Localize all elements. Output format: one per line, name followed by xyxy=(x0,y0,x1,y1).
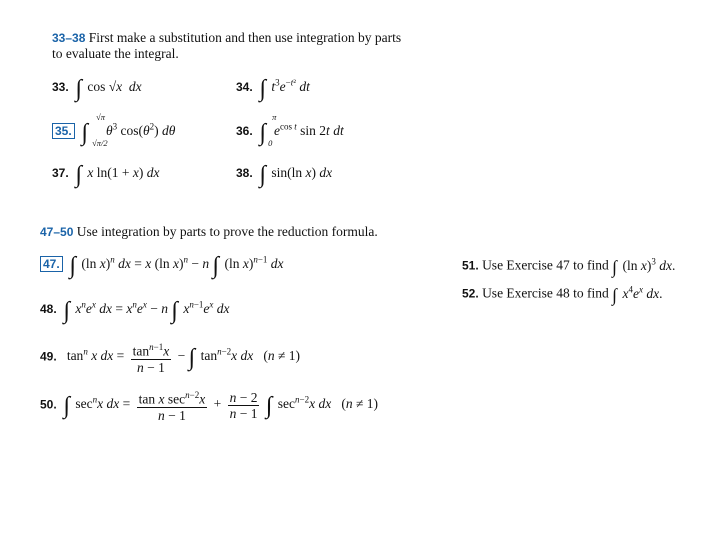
problem-number: 48. xyxy=(40,302,57,316)
problem-number: 47. xyxy=(40,256,63,272)
problem-number: 33. xyxy=(52,80,69,94)
problem-expression: ∫ $x^4e^x$ dx. xyxy=(612,284,663,305)
lower-limit: √π/2 xyxy=(92,138,108,148)
problem-50 xyxy=(40,388,378,423)
problem-text: Use Exercise 47 to find xyxy=(482,257,609,273)
problem-number: 51. xyxy=(462,258,479,273)
problem-number: 36. xyxy=(236,124,253,138)
problem-number: 52. xyxy=(462,286,479,301)
problem-number: 35. xyxy=(52,123,75,139)
section-heading-33-38 xyxy=(52,30,401,46)
problem-expression: ∫ (ln x)$^n$ dx = x (ln x)$^n$ − n ∫ (ln x)$^{n-1}$ dx xyxy=(69,253,284,279)
section-range: 33–38 xyxy=(52,31,86,45)
problem-expression: ∫ cos √x dx xyxy=(75,76,142,102)
problem-text: Use Exercise 48 to find xyxy=(482,285,609,301)
problem-expression: ∫ $\sec^nx$ dx = $\frac{\tan x \sec^{n-2}x}{n - 1}$ + $\frac{n - 2}{n - 1}$ ∫ $\sec^{n-2}x$ dx (n ≠ 1) xyxy=(63,389,378,423)
problem-51 xyxy=(462,256,675,278)
problem-expression: ∫ (ln x)$^3$ dx. xyxy=(612,256,676,277)
upper-limit: √π xyxy=(96,112,105,122)
problem-33 xyxy=(52,76,142,103)
problem-number: 38. xyxy=(236,166,253,180)
problem-48 xyxy=(40,298,230,325)
section-instruction: Use integration by parts to prove the reduction formula. xyxy=(76,224,378,239)
problem-number: 49. xyxy=(40,349,57,364)
problem-expression: $\tan^n x$ dx = $\frac{\tan^{n-1}x}{n - 1}$ − ∫ $\tan^{n-2}x$ dx (n ≠ 1) xyxy=(60,342,301,375)
section-heading-47-50 xyxy=(40,224,378,240)
lower-limit: 0 xyxy=(268,138,273,148)
problem-expression: ∫ sin(ln x) dx xyxy=(259,162,333,188)
problem-number: 50. xyxy=(40,397,57,412)
section-instruction-line1: First make a substitution and then use integration by parts xyxy=(88,30,402,45)
problem-number: 34. xyxy=(236,80,253,94)
problem-38 xyxy=(236,162,332,189)
problem-36 xyxy=(236,112,344,148)
problem-49 xyxy=(40,340,300,375)
section-range: 47–50 xyxy=(40,225,74,239)
section-instruction-line2: to evaluate the integral. xyxy=(52,46,179,61)
problem-34 xyxy=(236,76,310,103)
problem-47 xyxy=(40,253,284,280)
problem-expression: ∫ $x^ne^x$ dx = $x^ne^x - n$ ∫ $x^{n-1}e^x$ dx xyxy=(63,298,230,324)
problem-expression: ∫ $\theta^3$ $\cos(\theta^2)$ dθ √π √π/2 xyxy=(81,112,176,148)
problem-37 xyxy=(52,162,160,189)
problem-number: 37. xyxy=(52,166,69,180)
problem-52 xyxy=(462,284,662,306)
problem-expression: ∫ $e^{cos t}$ sin 2t dt π 0 xyxy=(259,112,344,148)
problem-expression: ∫ x ln(1 + x) dx xyxy=(75,162,160,188)
problem-35 xyxy=(52,112,179,148)
problem-expression: ∫ $t^3e^{-t^2}$ dt xyxy=(259,76,310,102)
upper-limit: π xyxy=(272,112,277,122)
